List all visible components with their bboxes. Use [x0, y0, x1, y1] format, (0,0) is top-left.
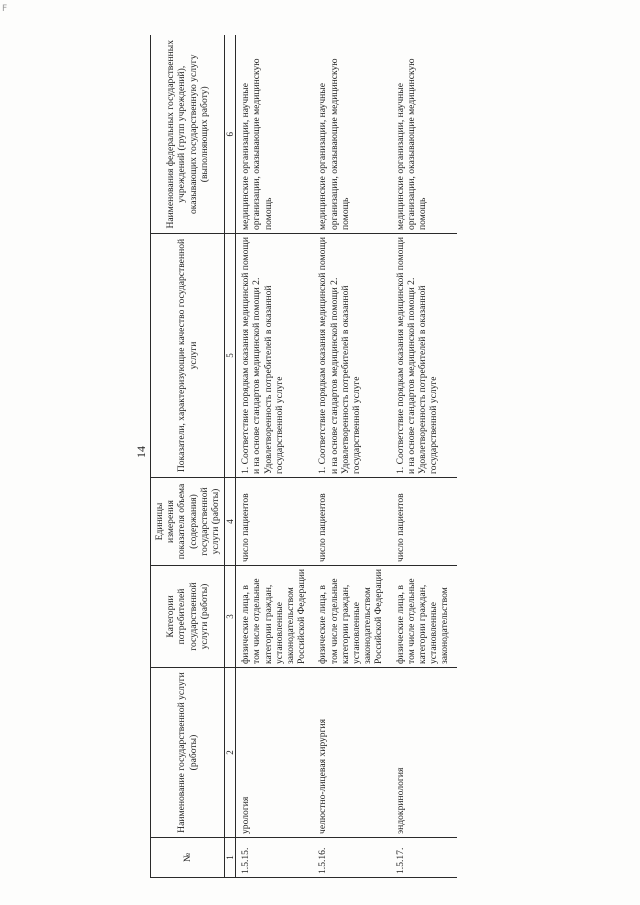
- unit-of-measure: число пациентов: [313, 478, 390, 566]
- institutions: медицинские организации, научные организации, оказывающие медицинскую помощь: [391, 36, 457, 234]
- header-row: [151, 36, 225, 878]
- table-row: [313, 36, 390, 878]
- row-number: 1.5.15.: [236, 838, 314, 878]
- row-number: 1.5.17.: [391, 838, 457, 878]
- column-number: 5: [225, 234, 236, 478]
- rotated-content: [120, 12, 520, 892]
- header-units: Единицы измерения показателя объема (содержания) государственной услуги (работы): [151, 478, 225, 566]
- header-service-name: Наименование государственной услуги (работы): [151, 668, 225, 838]
- column-number-row: [225, 36, 236, 878]
- unit-of-measure: число пациентов: [391, 478, 457, 566]
- column-number: 4: [225, 478, 236, 566]
- table-row: [236, 36, 314, 878]
- column-number: 2: [225, 668, 236, 838]
- service-name: урология: [236, 668, 314, 838]
- institutions: медицинские организации, научные организации, оказывающие медицинскую помощь: [313, 36, 390, 234]
- service-name: эндокринология: [391, 668, 457, 838]
- quality-indicators: 1. Соответствие порядкам оказания медицинской помощи и на основе стандартов медицинской помощи 2. Удовлетворенность потребителей в оказанной государственной услуге: [313, 234, 390, 478]
- table-row: [391, 36, 457, 878]
- corner-mark: F: [2, 4, 8, 14]
- header-institutions: Наименования федеральных государственных учреждений (групп учреждений), оказывающих государственную услугу (выполняющих работу): [151, 36, 225, 234]
- services-table: [150, 36, 457, 879]
- consumer-category: физические лица, в том числе отдельные категории граждан, установленные законодательством: [391, 566, 457, 668]
- institutions: медицинские организации, научные организации, оказывающие медицинскую помощь: [236, 36, 314, 234]
- quality-indicators: 1. Соответствие порядкам оказания медицинской помощи и на основе стандартов медицинской помощи 2. Удовлетворенность потребителей в оказанной государственной услуге: [391, 234, 457, 478]
- column-number: 6: [225, 36, 236, 234]
- service-name: челюстно-лицевая хирургия: [313, 668, 390, 838]
- header-quality-indicators: Показатели, характеризующие качество государственной услуги: [151, 234, 225, 478]
- quality-indicators: 1. Соответствие порядкам оказания медицинской помощи и на основе стандартов медицинской помощи 2. Удовлетворенность потребителей в оказанной государственной услуге: [236, 234, 314, 478]
- header-consumer-categories: Категории потребителей государственной услуги (работы): [151, 566, 225, 668]
- consumer-category: физические лица, в том числе отдельные категории граждан, установленные законодательством Российской Федерации: [236, 566, 314, 668]
- column-number: 3: [225, 566, 236, 668]
- column-number: 1: [225, 838, 236, 878]
- consumer-category: физические лица, в том числе отдельные категории граждан, установленные законодательством Российской Федерации: [313, 566, 390, 668]
- row-number: 1.5.16.: [313, 838, 390, 878]
- page-number: 14: [134, 446, 148, 458]
- unit-of-measure: число пациентов: [236, 478, 314, 566]
- header-number: №: [151, 838, 225, 878]
